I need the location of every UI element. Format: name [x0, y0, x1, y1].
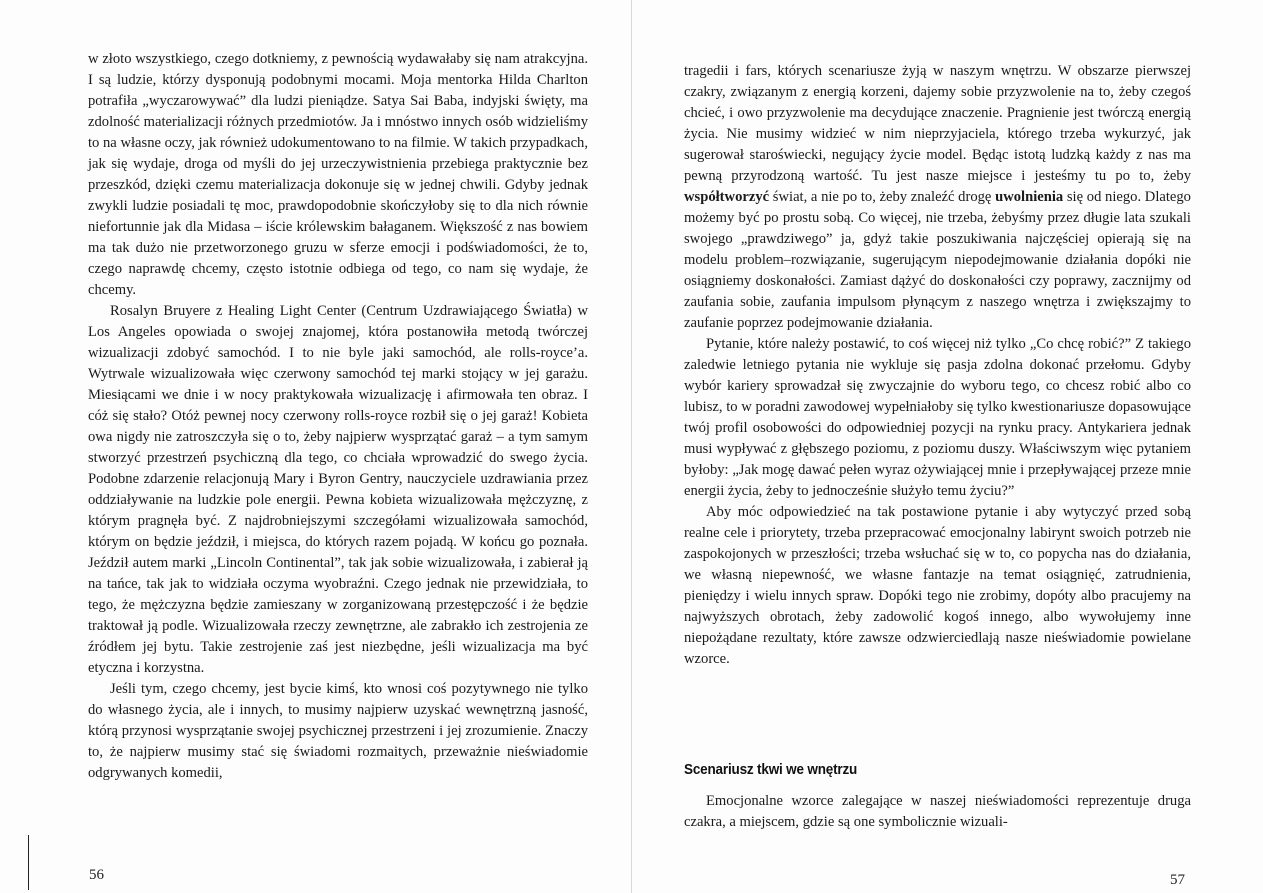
right-page-text — [684, 61, 1191, 670]
bold-term: uwolnienia — [995, 189, 1064, 205]
paragraph: Pytanie, które należy postawić, to coś więcej niż tylko „Co chcę robić?” Z takiego zaledwie letniego pytania nie wykluje się pasja zdolna dokonać przełomu. Gdyby wybór kariery sprowadzał się zwyczajnie do wyboru tego, co chcesz robić albo co lubisz, to w poradni zawodowej wypełniałoby się tylko kwestionariusze dopasowujące twój profil osobowości do odpowiedniej pozycji na rynku pracy. Antykariera jednak musi wypływać z głębszego poziomu, z poziomu duszy. Właściwszym więc pytaniem byłoby: „Jak mogę dawać pełen wyraz ożywiającej mnie i przepływającej przeze mnie energii życia, żeby to jednocześnie służyło temu życiu?” — [684, 336, 1191, 499]
right-page-text-continued — [684, 791, 1191, 833]
paragraph — [684, 61, 1191, 334]
paragraph: Jeśli tym, czego chcemy, jest bycie kimś, kto wnosi coś pozytywnego nie tylko do własnego życia, ale i innych, to musimy najpierw uzyskać wewnętrzną jasność, którą przynosi wysprzątanie swojej psychicznej przestrzeni i jej zrozumienie. Znaczy to, że najpierw musimy stać się świadomi rozmaitych, przeważnie nieświadomie odgrywanych komedii, — [88, 681, 588, 781]
right-page — [632, 0, 1263, 893]
paragraph: Emocjonalne wzorce zalegające w naszej nieświadomości reprezentuje druga czakra, a miejscem, gdzie są one symbolicznie wizuali- — [684, 793, 1191, 830]
paragraph: w złoto wszystkiego, czego dotkniemy, z pewnością wydawałaby się nam atrakcyjna. I są ludzie, którzy dysponują podobnymi mocami. Moja mentorka Hilda Charlton potrafiła „wyczarowywać” dla ludzi pieniądze. Satya Sai Baba, indyjski święty, ma zdolność materializacji różnych przedmiotów. Ja i mnóstwo innych osób widzieliśmy to na własne oczy, jak również udokumentowano to na filmie. W takich przypadkach, jak się wydaje, droga od myśli do jej urzeczywistnienia przebiega praktycznie bez przeszkód, dzięki czemu materializacja dokonuje się w jednej chwili. Gdyby jednak zwykli ludzie posiadali tę moc, prawdopodobnie skończyłoby się to dla nich równie niefortunnie jak dla Midasa – iście królewskim bałaganem. Większość z nas bowiem ma tak dużo nie przetworzonego gruzu w sferze emocji i podświadomości, że to, czego naprawdę chcemy, często istotnie odbiega od tego, co nam się wydaje, że chcemy. — [88, 51, 588, 298]
paragraph: Rosalyn Bruyere z Healing Light Center (Centrum Uzdrawiającego Światła) w Los Angeles opowiada o swojej znajomej, która postanowiła metodą twórczej wizualizacji zdobyć samochód. I to nie byle jaki samochód, ale rolls-royce’a. Wytrwale wizualizowała więc czerwony samochód tej marki stojący w jej garażu. Miesiącami we dnie i w nocy praktykowała wizualizację i afirmowała ten obraz. I cóż się stało? Otóż pewnej nocy czerwony rolls-royce rozbił się o jej garaż! Kobieta owa nigdy nie zatroszczyła się o to, żeby najpierw wysprzątać garaż – a tym samym stworzyć przestrzeń psychiczną dla tego, co chciała wprowadzić do swego życia. Podobne zdarzenie relacjonują Mary i Byron Gentry, nauczyciele uzdrawiania przez oddziaływanie na ludzkie pole energii. Pewna kobieta wizualizowała mężczyznę, z którym pragnęła być. Z najdrobniejszymi szczegółami wizualizowała samochód, którym on będzie jeździł, i miejsca, do których razem pojadą. W końcu go poznała. Jeździł autem marki „Lincoln Continental”, tak jak sobie wizualizowała, i zabierał ją na tańce, tak jak to widziała oczyma wyobraźni. Czego jednak nie przewidziała, to tego, że mężczyzna będzie zamieszany w zorganizowaną przestępczość i że będzie traktował ją podle. Wizualizowała rzeczy zewnętrzne, ale zabrakło ich zestrojenia ze źródłem jej bytu. Takie zestrojenie zaś jest niezbędne, jeśli wizualizacja ma być etyczna i korzystna. — [88, 303, 588, 676]
text-run: się od niego. Dlatego możemy być po prostu sobą. Co więcej, nie trzeba, żebyśmy przez długie lata szukali swojego „prawdziwego” ja, gdyż takie poszukiwania najczęściej opierają się na modelu problem–rozwiązanie, sugerującym niepodejmowanie działania dopóki nie osiągniemy doskonałości. Zamiast dążyć do doskonałości czy poprawy, zacznijmy od zaufania sobie, zaufania impulsom płynącym z naszego wnętrza i zwiększajmy to zaufanie poprzez podejmowanie działania. — [684, 189, 1191, 331]
section-heading: Scenariusz tkwi we wnętrzu — [684, 761, 858, 778]
page-number: 57 — [1170, 872, 1185, 888]
text-run: tragedii i fars, których scenariusze żyją w naszym wnętrzu. W obszarze pierwszej czakry, związanym z energią korzeni, dajemy sobie przyzwolenie na to, żeby czegoś chcieć, i owo przyzwolenie ma decydujące znaczenie. Pragnienie jest twórczą energią życia. Nie musimy widzieć w nim nieprzyjaciela, którego trzeba wykurzyć, jak sugerował staroświecki, negujący życie model. Będąc istotą ludzką każdy z nas ma pewną przyrodzoną wartość. Tu jest nasze miejsce i jesteśmy tu po to, żeby — [684, 63, 1191, 184]
page-number: 56 — [89, 867, 104, 883]
left-page — [0, 0, 631, 893]
left-page-text — [88, 49, 588, 784]
paragraph: Aby móc odpowiedzieć na tak postawione pytanie i aby wytyczyć przed sobą realne cele i priorytety, trzeba przepracować emocjonalny labirynt swoich potrzeb nie zaspokojonych w przeszłości; trzeba wsłuchać się w to, co popycha nas do działania, we własną niepewność, we własne fantazje na temat osiągnięć, zatrudnienia, pieniędzy i wielu innych spraw. Dopóki tego nie zrobimy, dopóty albo pracujemy na najwyższych obrotach, żeby zadowolić kogoś innego, albo wywołujemy inne niepożądane rezultaty, które zawsze odzwierciedlają nasze nieświadomie powielane wzorce. — [684, 504, 1191, 667]
bold-term: współtworzyć — [684, 189, 770, 205]
text-run: świat, a nie po to, żeby znaleźć drogę — [769, 189, 996, 205]
